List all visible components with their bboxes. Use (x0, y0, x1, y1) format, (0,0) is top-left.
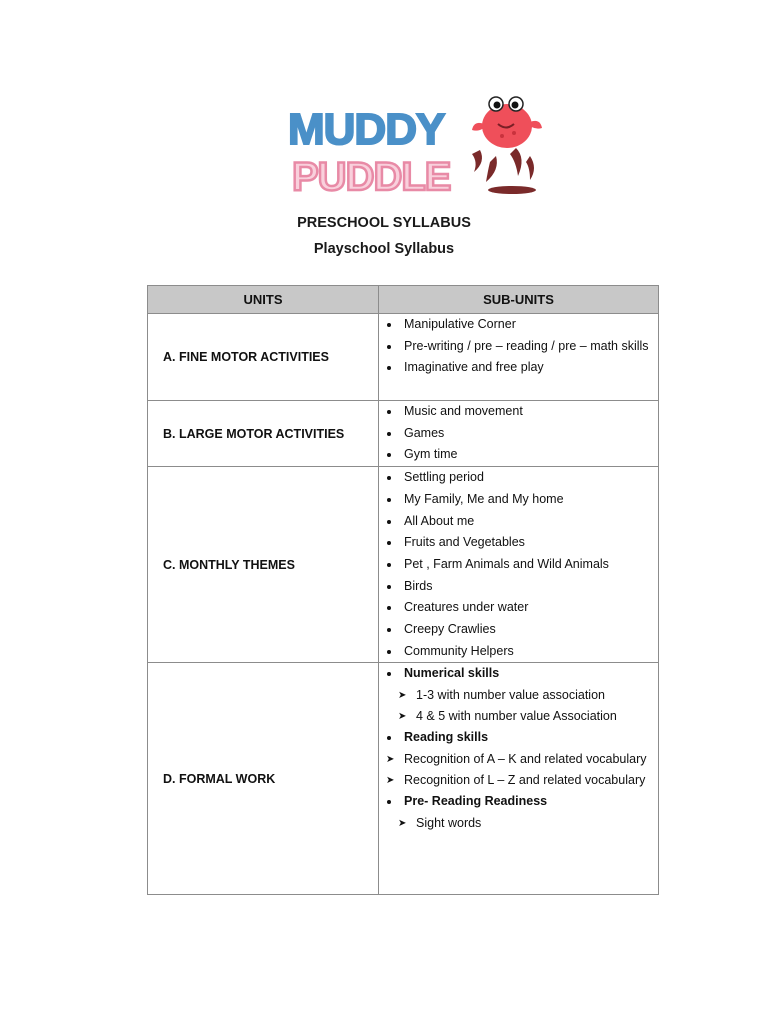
arrow-bullet-icon: ➤ (386, 753, 395, 765)
logo-puddle-text: PUDDLE (292, 155, 451, 198)
header-sub-units: SUB-UNITS (379, 286, 659, 314)
sub-list-item: ➤ Recognition of A – K and related vocabulary (386, 749, 652, 770)
page-title: PRESCHOOL SYLLABUS (297, 215, 471, 231)
unit-cell: B. LARGE MOTOR ACTIVITIES (148, 401, 379, 467)
syllabus-table (147, 285, 659, 895)
group-heading-text: Reading skills (404, 730, 489, 745)
sub-list-item: ➤ Recognition of L – Z and related vocabulary (386, 770, 652, 791)
list-item: Community Helpers (379, 641, 652, 663)
arrow-bullet-icon: ➤ (398, 711, 407, 723)
group-heading-text: Pre- Reading Readiness (404, 793, 548, 808)
list-item: Imaginative and free play (379, 357, 652, 379)
list-item: Music and movement (379, 401, 652, 423)
logo-muddy-text: MUDDY (288, 105, 445, 154)
muddy-puddle-logo (284, 86, 546, 198)
list-item: Creatures under water (379, 597, 652, 619)
table-row (148, 401, 659, 467)
group-heading (379, 663, 652, 685)
list-item: Pet , Farm Animals and Wild Animals (379, 554, 652, 576)
unit-cell: D. FORMAL WORK (148, 663, 379, 895)
list-item: Settling period (379, 467, 652, 489)
unit-cell: A. FINE MOTOR ACTIVITIES (148, 314, 379, 401)
list-item: Fruits and Vegetables (379, 532, 652, 554)
list-item: My Family, Me and My home (379, 489, 652, 511)
unit-cell: C. MONTHLY THEMES (148, 467, 379, 663)
list-item: Games (379, 423, 652, 445)
list-item: Pre-writing / pre – reading / pre – math skills (379, 336, 652, 358)
table-header-row (148, 286, 659, 314)
list-item: Gym time (379, 444, 652, 466)
group-heading (379, 791, 652, 813)
list-item: Birds (379, 576, 652, 598)
arrow-bullet-icon: ➤ (386, 774, 395, 786)
arrow-bullet-icon: ➤ (398, 690, 407, 702)
sub-units-cell (379, 663, 659, 895)
sub-list-item: ➤ 1-3 with number value association (398, 685, 652, 706)
sub-units-cell (379, 401, 659, 467)
sub-list-item: ➤ Sight words (398, 813, 652, 834)
list-item: All About me (379, 511, 652, 533)
table-row (148, 314, 659, 401)
group-heading-text: Numerical skills (404, 666, 500, 681)
header-units: UNITS (148, 286, 379, 314)
list-item: Creepy Crawlies (379, 619, 652, 641)
table-row (148, 663, 659, 895)
sub-units-cell (379, 467, 659, 663)
arrow-bullet-icon: ➤ (398, 817, 407, 829)
list-item: Manipulative Corner (379, 314, 652, 336)
table-row (148, 467, 659, 663)
page-subtitle: Playschool Syllabus (313, 241, 455, 257)
mascot-icon (472, 97, 542, 148)
sub-list-item: ➤ 4 & 5 with number value Association (398, 706, 652, 727)
sub-units-cell (379, 314, 659, 401)
splash-icon (472, 148, 536, 194)
group-heading (379, 727, 652, 749)
